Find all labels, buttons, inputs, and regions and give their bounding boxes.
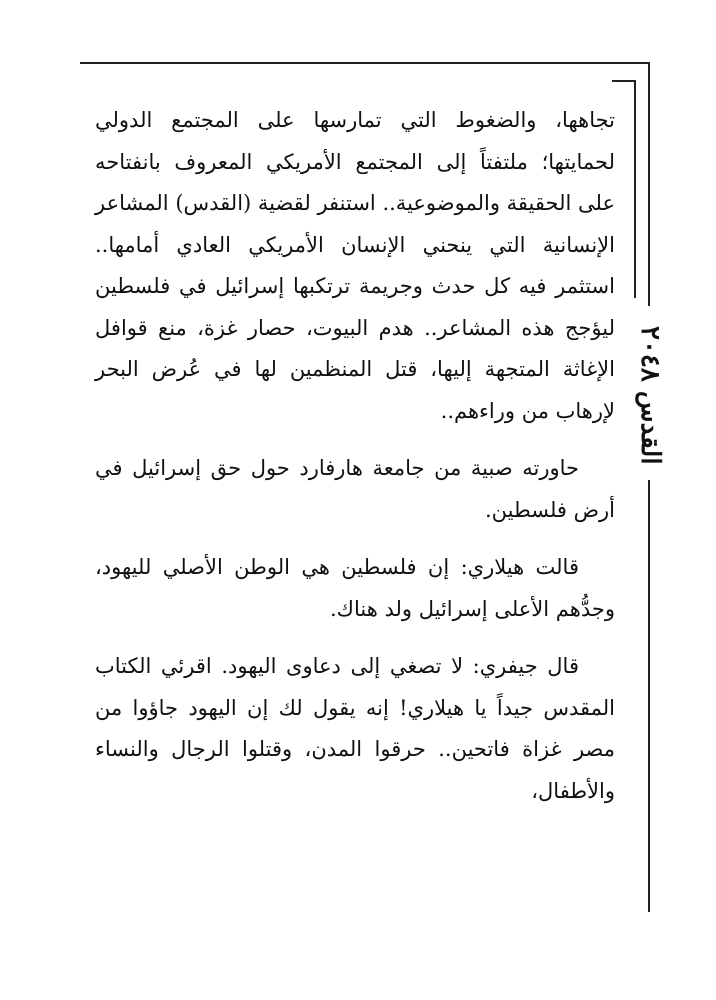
frame-top-line (80, 62, 650, 64)
body-text (95, 100, 615, 812)
paragraph-3: قالت هيلاري: إن فلسطين هي الوطن الأصلي لليهود، وجدُّهم الأعلى إسرائيل ولد هناك. (95, 555, 615, 621)
paragraph-2: حاورته صبية من جامعة هارفارد حول حق إسرائيل في أرض فلسطين. (95, 456, 615, 522)
frame-inner-top-line (612, 80, 636, 82)
running-head-title: القدس ٢٠٤٨ (635, 325, 665, 465)
frame-right-line-lower (648, 480, 650, 912)
frame-inner-right-line (634, 80, 636, 298)
frame-right-line-upper (648, 62, 650, 306)
paragraph-4: قال جيفري: لا تصغي إلى دعاوى اليهود. اقرئي الكتاب المقدس جيداً يا هيلاري! إنه يقول لك إن اليهود جاؤوا من مصر غزاة فاتحين.. حرقوا المدن، وقتلوا الرجال والنساء والأطفال، (95, 654, 615, 803)
paragraph-1: تجاهها، والضغوط التي تمارسها على المجتمع الدولي لحمايتها؛ ملتفتاً إلى المجتمع الأمريكي المعروف بانفتاحه على الحقيقة والموضوعية.. استنفر لقضية (القدس) المشاعر الإنسانية التي ينحني الإنسان الأمريكي العادي أمامها.. استثمر فيه كل حدث وجريمة ترتكبها إسرائيل في فلسطين ليؤجج هذه المشاعر.. هدم البيوت، حصار غزة، منع قوافل الإغاثة المتجهة إليها، قتل المنظمين لها في عُرض البحر لإرهاب من وراءهم.. (95, 108, 615, 423)
